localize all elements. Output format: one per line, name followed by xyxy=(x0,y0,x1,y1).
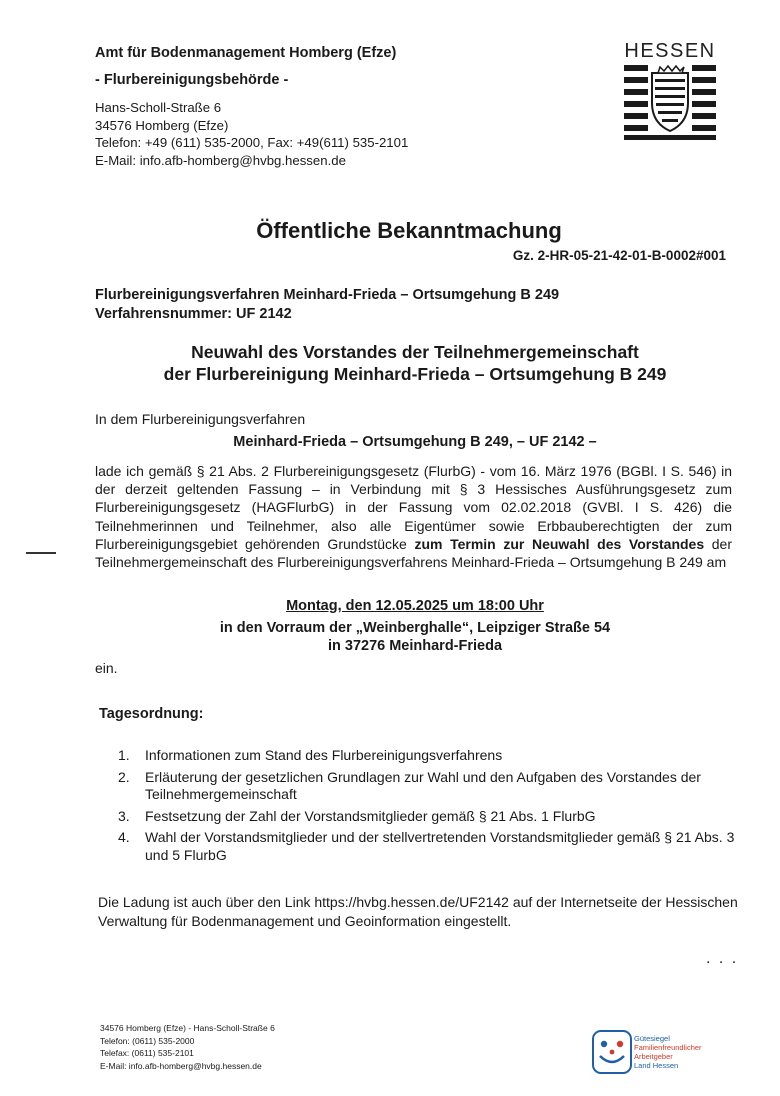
invitation-paragraph xyxy=(95,462,732,571)
continuation-dots: . . . xyxy=(706,950,739,967)
agenda-list xyxy=(118,747,738,868)
authority-address xyxy=(95,99,408,169)
address-line: Hans-Scholl-Straße 6 xyxy=(95,100,222,115)
badge-line: Land Hessen xyxy=(634,1061,679,1070)
closing-note: Die Ladung ist auch über den Link https://hvbg.hessen.de/UF2142 auf der Internetseite der Hessischen Verwaltung für Bodenmanagement und Geoinformation eingestellt. xyxy=(98,894,738,929)
agenda-text: Erläuterung der gesetzlichen Grundlagen zur Wahl und den Aufgaben des Vorstandes der Teilnehmergemeinschaft xyxy=(145,768,701,802)
subject-line: der Flurbereinigung Meinhard-Frieda – Ortsumgehung B 249 xyxy=(163,364,667,384)
agenda-text: Festsetzung der Zahl der Vorstandsmitglieder gemäß § 21 Abs. 1 FlurbG xyxy=(145,807,596,824)
paragraph-emphasis: zum Termin zur Neuwahl des Vorstandes xyxy=(414,535,705,552)
agenda-item xyxy=(118,829,738,864)
agenda-number: 3. xyxy=(118,807,130,824)
reference-number: Gz. 2-HR-05-21-42-01-B-0002#001 xyxy=(512,248,726,263)
document-title: Öffentliche Bekanntmachung xyxy=(256,218,562,243)
agenda-item xyxy=(118,747,738,765)
footer-line: E-Mail: info.afb-homberg@hvbg.hessen.de xyxy=(100,1060,262,1071)
authority-department: - Flurbereinigungsbehörde - xyxy=(95,72,289,88)
footer-line: Telefon: (0611) 535-2000 xyxy=(100,1035,195,1046)
margin-mark xyxy=(26,552,56,554)
meeting-date-text: Montag, den 12.05.2025 um 18:00 Uhr xyxy=(286,598,544,614)
badge-line: Gütesiegel xyxy=(634,1034,670,1043)
footer-address xyxy=(100,1022,275,1072)
address-line: 34576 Homberg (Efze) xyxy=(95,117,229,133)
agenda-item xyxy=(118,769,738,804)
badge-line: Arbeitgeber xyxy=(634,1052,673,1061)
authority-name: Amt für Bodenmanagement Homberg (Efze) xyxy=(95,45,397,61)
agenda-text: Informationen zum Stand des Flurbereinigungsverfahrens xyxy=(145,747,503,763)
footer-line: 34576 Homberg (Efze) - Hans-Scholl-Straße 6 xyxy=(100,1023,275,1033)
badge-text xyxy=(634,1034,702,1070)
closing-word: ein. xyxy=(95,660,118,676)
agenda-item xyxy=(118,808,738,826)
badge-line: Familienfreundlicher xyxy=(634,1043,702,1052)
procedure-number: Verfahrensnummer: UF 2142 xyxy=(95,306,292,322)
address-line: Telefon: +49 (611) 535-2000, Fax: +49(611) 535-2101 xyxy=(95,135,409,150)
agenda-number: 2. xyxy=(118,768,130,785)
hessen-coat-of-arms-icon xyxy=(624,63,716,141)
subject-heading xyxy=(95,341,735,385)
meeting-venue-city: in 37276 Meinhard-Frieda xyxy=(327,638,503,654)
agenda-heading: Tagesordnung: xyxy=(99,706,204,722)
family-seal-icon xyxy=(592,1030,632,1074)
hessen-logo xyxy=(624,40,716,146)
paragraph-text: der Teilnehmergemeinschaft des Flurbereinigungsverfahrens Meinhard-Frieda – Ortsumgehung B 249 am xyxy=(95,535,733,571)
subject-line: Neuwahl des Vorstandes der Teilnehmergemeinschaft xyxy=(191,342,639,362)
paragraph-text: lade ich gemäß § 21 Abs. 2 Flurbereinigungsgesetz (FlurbG) - vom 16. März 1976 (BGBl. I S. 546) in der derzeit geltenden Fassung – in Verbindung mit § 3 Hessisches Ausführungsgesetz zum Flurbereinigungsgesetz (HAGFlurbG) in der Fassung vom 02.02.2018 (GVBl. I S. 426) die Teilnehmerinnen und Teilnehmer, also alle Eigentümer sowie Erbbauberechtigten der zum Flurbereinigungsgebiet gehörenden Grundstücke xyxy=(95,463,732,552)
meeting-venue: in den Vorraum der „Weinberghalle“, Leipziger Straße 54 xyxy=(219,620,611,636)
agenda-text: Wahl der Vorstandsmitglieder und der stellvertretenden Vorstandsmitglieder gemäß § 21 Abs. 3 und 5 FlurbG xyxy=(145,829,735,863)
hessen-wordmark: HESSEN xyxy=(624,40,716,62)
address-line: E-Mail: info.afb-homberg@hvbg.hessen.de xyxy=(95,152,346,168)
procedure-name: Flurbereinigungsverfahren Meinhard-Frieda – Ortsumgehung B 249 xyxy=(95,287,560,303)
meeting-date xyxy=(95,598,735,614)
procedure-highlight: Meinhard-Frieda – Ortsumgehung B 249, – UF 2142 – xyxy=(233,434,597,450)
intro-text: In dem Flurbereinigungsverfahren xyxy=(95,411,306,427)
procedure-block xyxy=(95,286,559,324)
footer-line: Telefax: (0611) 535-2101 xyxy=(100,1048,194,1058)
family-friendly-badge xyxy=(592,1030,722,1076)
agenda-number: 1. xyxy=(118,747,130,763)
agenda-number: 4. xyxy=(118,829,130,845)
